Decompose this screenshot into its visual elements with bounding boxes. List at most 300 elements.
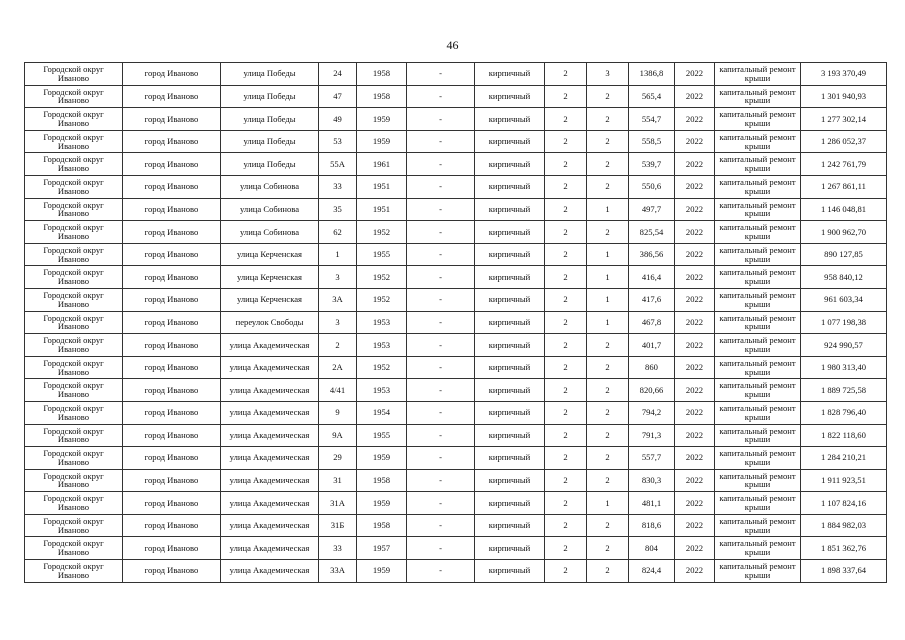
work-type-cell: капитальный ремонт крыши [715, 379, 801, 402]
wall-material-cell: кирпичный [475, 108, 545, 131]
plan-year-cell: 2022 [675, 379, 715, 402]
wall-material-cell: кирпичный [475, 175, 545, 198]
table-row [25, 153, 887, 176]
table-row [25, 311, 887, 334]
entrances-cell: 2 [587, 537, 629, 560]
floors-cell: 2 [545, 424, 587, 447]
district-cell: Городской округ Иваново [25, 401, 123, 424]
house-number-cell: 2А [319, 356, 357, 379]
work-type-cell: капитальный ремонт крыши [715, 266, 801, 289]
house-number-cell: 3А [319, 288, 357, 311]
house-number-cell: 9 [319, 401, 357, 424]
city-cell: город Иваново [123, 311, 221, 334]
house-number-cell: 47 [319, 85, 357, 108]
reconstruction-year-cell: - [407, 334, 475, 357]
street-cell: улица Академическая [221, 514, 319, 537]
entrances-cell: 2 [587, 85, 629, 108]
plan-year-cell: 2022 [675, 63, 715, 86]
district-cell: Городской округ Иваново [25, 469, 123, 492]
entrances-cell: 2 [587, 108, 629, 131]
plan-year-cell: 2022 [675, 424, 715, 447]
entrances-cell: 2 [587, 334, 629, 357]
area-cell: 1386,8 [629, 63, 675, 86]
reconstruction-year-cell: - [407, 401, 475, 424]
floors-cell: 2 [545, 334, 587, 357]
district-cell: Городской округ Иваново [25, 560, 123, 583]
city-cell: город Иваново [123, 288, 221, 311]
table-row [25, 243, 887, 266]
table-row [25, 288, 887, 311]
city-cell: город Иваново [123, 492, 221, 515]
table-row [25, 175, 887, 198]
district-cell: Городской округ Иваново [25, 85, 123, 108]
floors-cell: 2 [545, 198, 587, 221]
work-type-cell: капитальный ремонт крыши [715, 153, 801, 176]
area-cell: 386,56 [629, 243, 675, 266]
city-cell: город Иваново [123, 469, 221, 492]
house-number-cell: 1 [319, 243, 357, 266]
reconstruction-year-cell: - [407, 243, 475, 266]
area-cell: 417,6 [629, 288, 675, 311]
floors-cell: 2 [545, 447, 587, 470]
build-year-cell: 1959 [357, 130, 407, 153]
reconstruction-year-cell: - [407, 221, 475, 244]
work-type-cell: капитальный ремонт крыши [715, 447, 801, 470]
district-cell: Городской округ Иваново [25, 514, 123, 537]
street-cell: улица Академическая [221, 379, 319, 402]
street-cell: улица Академическая [221, 447, 319, 470]
city-cell: город Иваново [123, 85, 221, 108]
entrances-cell: 2 [587, 560, 629, 583]
build-year-cell: 1952 [357, 288, 407, 311]
build-year-cell: 1958 [357, 63, 407, 86]
entrances-cell: 2 [587, 401, 629, 424]
area-cell: 539,7 [629, 153, 675, 176]
table-row [25, 221, 887, 244]
wall-material-cell: кирпичный [475, 334, 545, 357]
table-row [25, 108, 887, 131]
cost-cell: 1 889 725,58 [801, 379, 887, 402]
wall-material-cell: кирпичный [475, 424, 545, 447]
area-cell: 550,6 [629, 175, 675, 198]
floors-cell: 2 [545, 401, 587, 424]
entrances-cell: 2 [587, 130, 629, 153]
area-cell: 481,1 [629, 492, 675, 515]
city-cell: город Иваново [123, 560, 221, 583]
plan-year-cell: 2022 [675, 243, 715, 266]
plan-year-cell: 2022 [675, 175, 715, 198]
area-cell: 794,2 [629, 401, 675, 424]
table-row [25, 266, 887, 289]
city-cell: город Иваново [123, 334, 221, 357]
floors-cell: 2 [545, 514, 587, 537]
entrances-cell: 3 [587, 63, 629, 86]
work-type-cell: капитальный ремонт крыши [715, 85, 801, 108]
cost-cell: 1 828 796,40 [801, 401, 887, 424]
reconstruction-year-cell: - [407, 356, 475, 379]
table-row [25, 447, 887, 470]
reconstruction-year-cell: - [407, 266, 475, 289]
cost-cell: 1 822 118,60 [801, 424, 887, 447]
city-cell: город Иваново [123, 175, 221, 198]
work-type-cell: капитальный ремонт крыши [715, 492, 801, 515]
floors-cell: 2 [545, 492, 587, 515]
city-cell: город Иваново [123, 221, 221, 244]
floors-cell: 2 [545, 560, 587, 583]
work-type-cell: капитальный ремонт крыши [715, 514, 801, 537]
cost-cell: 958 840,12 [801, 266, 887, 289]
wall-material-cell: кирпичный [475, 560, 545, 583]
area-cell: 401,7 [629, 334, 675, 357]
build-year-cell: 1959 [357, 447, 407, 470]
wall-material-cell: кирпичный [475, 85, 545, 108]
entrances-cell: 2 [587, 379, 629, 402]
city-cell: город Иваново [123, 243, 221, 266]
area-cell: 860 [629, 356, 675, 379]
wall-material-cell: кирпичный [475, 379, 545, 402]
plan-year-cell: 2022 [675, 108, 715, 131]
district-cell: Городской округ Иваново [25, 175, 123, 198]
reconstruction-year-cell: - [407, 537, 475, 560]
wall-material-cell: кирпичный [475, 537, 545, 560]
entrances-cell: 2 [587, 424, 629, 447]
district-cell: Городской округ Иваново [25, 379, 123, 402]
entrances-cell: 2 [587, 221, 629, 244]
build-year-cell: 1957 [357, 537, 407, 560]
cost-cell: 1 146 048,81 [801, 198, 887, 221]
house-number-cell: 35 [319, 198, 357, 221]
street-cell: улица Победы [221, 153, 319, 176]
build-year-cell: 1958 [357, 514, 407, 537]
street-cell: улица Керченская [221, 243, 319, 266]
work-type-cell: капитальный ремонт крыши [715, 198, 801, 221]
plan-year-cell: 2022 [675, 514, 715, 537]
entrances-cell: 1 [587, 198, 629, 221]
table-row [25, 130, 887, 153]
reconstruction-year-cell: - [407, 424, 475, 447]
plan-year-cell: 2022 [675, 560, 715, 583]
cost-cell: 1 242 761,79 [801, 153, 887, 176]
house-number-cell: 55А [319, 153, 357, 176]
cost-cell: 1 077 198,38 [801, 311, 887, 334]
entrances-cell: 2 [587, 153, 629, 176]
build-year-cell: 1951 [357, 198, 407, 221]
build-year-cell: 1955 [357, 424, 407, 447]
street-cell: улица Академическая [221, 424, 319, 447]
street-cell: улица Собинова [221, 175, 319, 198]
table-row [25, 560, 887, 583]
work-type-cell: капитальный ремонт крыши [715, 401, 801, 424]
entrances-cell: 2 [587, 175, 629, 198]
cost-cell: 1 980 313,40 [801, 356, 887, 379]
build-year-cell: 1954 [357, 401, 407, 424]
wall-material-cell: кирпичный [475, 356, 545, 379]
city-cell: город Иваново [123, 424, 221, 447]
work-type-cell: капитальный ремонт крыши [715, 243, 801, 266]
wall-material-cell: кирпичный [475, 153, 545, 176]
cost-cell: 1 898 337,64 [801, 560, 887, 583]
district-cell: Городской округ Иваново [25, 288, 123, 311]
table-row [25, 424, 887, 447]
street-cell: улица Академическая [221, 334, 319, 357]
plan-year-cell: 2022 [675, 85, 715, 108]
district-cell: Городской округ Иваново [25, 266, 123, 289]
plan-year-cell: 2022 [675, 537, 715, 560]
build-year-cell: 1959 [357, 492, 407, 515]
work-type-cell: капитальный ремонт крыши [715, 108, 801, 131]
reconstruction-year-cell: - [407, 514, 475, 537]
table-row [25, 85, 887, 108]
cost-cell: 1 851 362,76 [801, 537, 887, 560]
district-cell: Городской округ Иваново [25, 334, 123, 357]
cost-cell: 3 193 370,49 [801, 63, 887, 86]
floors-cell: 2 [545, 266, 587, 289]
floors-cell: 2 [545, 130, 587, 153]
area-cell: 825,54 [629, 221, 675, 244]
reconstruction-year-cell: - [407, 85, 475, 108]
street-cell: улица Академическая [221, 560, 319, 583]
district-cell: Городской округ Иваново [25, 492, 123, 515]
area-cell: 824,4 [629, 560, 675, 583]
house-number-cell: 33А [319, 560, 357, 583]
build-year-cell: 1959 [357, 108, 407, 131]
build-year-cell: 1953 [357, 311, 407, 334]
street-cell: улица Собинова [221, 198, 319, 221]
street-cell: переулок Свободы [221, 311, 319, 334]
work-type-cell: капитальный ремонт крыши [715, 424, 801, 447]
area-cell: 818,6 [629, 514, 675, 537]
house-number-cell: 4/41 [319, 379, 357, 402]
plan-year-cell: 2022 [675, 153, 715, 176]
area-cell: 557,7 [629, 447, 675, 470]
reconstruction-year-cell: - [407, 153, 475, 176]
street-cell: улица Академическая [221, 401, 319, 424]
floors-cell: 2 [545, 243, 587, 266]
reconstruction-year-cell: - [407, 560, 475, 583]
plan-year-cell: 2022 [675, 130, 715, 153]
plan-year-cell: 2022 [675, 198, 715, 221]
house-number-cell: 31 [319, 469, 357, 492]
table-row [25, 356, 887, 379]
reconstruction-year-cell: - [407, 492, 475, 515]
street-cell: улица Собинова [221, 221, 319, 244]
floors-cell: 2 [545, 153, 587, 176]
plan-year-cell: 2022 [675, 447, 715, 470]
work-type-cell: капитальный ремонт крыши [715, 334, 801, 357]
wall-material-cell: кирпичный [475, 130, 545, 153]
floors-cell: 2 [545, 469, 587, 492]
cost-cell: 1 277 302,14 [801, 108, 887, 131]
district-cell: Городской округ Иваново [25, 537, 123, 560]
street-cell: улица Победы [221, 108, 319, 131]
build-year-cell: 1951 [357, 175, 407, 198]
cost-cell: 890 127,85 [801, 243, 887, 266]
city-cell: город Иваново [123, 63, 221, 86]
build-year-cell: 1953 [357, 334, 407, 357]
area-cell: 830,3 [629, 469, 675, 492]
wall-material-cell: кирпичный [475, 243, 545, 266]
district-cell: Городской округ Иваново [25, 153, 123, 176]
house-number-cell: 3 [319, 311, 357, 334]
build-year-cell: 1959 [357, 560, 407, 583]
district-cell: Городской округ Иваново [25, 198, 123, 221]
city-cell: город Иваново [123, 198, 221, 221]
build-year-cell: 1958 [357, 85, 407, 108]
reconstruction-year-cell: - [407, 311, 475, 334]
plan-year-cell: 2022 [675, 401, 715, 424]
district-cell: Городской округ Иваново [25, 130, 123, 153]
work-type-cell: капитальный ремонт крыши [715, 537, 801, 560]
city-cell: город Иваново [123, 266, 221, 289]
street-cell: улица Академическая [221, 492, 319, 515]
entrances-cell: 1 [587, 311, 629, 334]
page-number: 46 [446, 38, 459, 52]
cost-cell: 1 267 861,11 [801, 175, 887, 198]
build-year-cell: 1958 [357, 469, 407, 492]
wall-material-cell: кирпичный [475, 469, 545, 492]
wall-material-cell: кирпичный [475, 288, 545, 311]
floors-cell: 2 [545, 356, 587, 379]
house-number-cell: 49 [319, 108, 357, 131]
house-number-cell: 31А [319, 492, 357, 515]
cost-cell: 1 911 923,51 [801, 469, 887, 492]
floors-cell: 2 [545, 108, 587, 131]
area-cell: 804 [629, 537, 675, 560]
table-body [25, 63, 887, 583]
street-cell: улица Керченская [221, 266, 319, 289]
reconstruction-year-cell: - [407, 175, 475, 198]
floors-cell: 2 [545, 63, 587, 86]
entrances-cell: 1 [587, 492, 629, 515]
work-type-cell: капитальный ремонт крыши [715, 311, 801, 334]
city-cell: город Иваново [123, 108, 221, 131]
build-year-cell: 1952 [357, 221, 407, 244]
street-cell: улица Академическая [221, 537, 319, 560]
reconstruction-year-cell: - [407, 447, 475, 470]
table-row [25, 198, 887, 221]
house-number-cell: 2 [319, 334, 357, 357]
wall-material-cell: кирпичный [475, 401, 545, 424]
table-row [25, 334, 887, 357]
house-number-cell: 62 [319, 221, 357, 244]
floors-cell: 2 [545, 288, 587, 311]
reconstruction-year-cell: - [407, 288, 475, 311]
plan-year-cell: 2022 [675, 492, 715, 515]
reconstruction-year-cell: - [407, 63, 475, 86]
table-row [25, 537, 887, 560]
wall-material-cell: кирпичный [475, 63, 545, 86]
city-cell: город Иваново [123, 537, 221, 560]
wall-material-cell: кирпичный [475, 221, 545, 244]
build-year-cell: 1952 [357, 356, 407, 379]
table-row [25, 514, 887, 537]
city-cell: город Иваново [123, 356, 221, 379]
area-cell: 467,8 [629, 311, 675, 334]
house-number-cell: 9А [319, 424, 357, 447]
floors-cell: 2 [545, 379, 587, 402]
street-cell: улица Победы [221, 85, 319, 108]
housing-registry-table [24, 62, 887, 583]
street-cell: улица Академическая [221, 469, 319, 492]
area-cell: 554,7 [629, 108, 675, 131]
city-cell: город Иваново [123, 401, 221, 424]
area-cell: 497,7 [629, 198, 675, 221]
work-type-cell: капитальный ремонт крыши [715, 130, 801, 153]
cost-cell: 1 284 210,21 [801, 447, 887, 470]
area-cell: 558,5 [629, 130, 675, 153]
house-number-cell: 53 [319, 130, 357, 153]
table-row [25, 379, 887, 402]
cost-cell: 1 884 982,03 [801, 514, 887, 537]
plan-year-cell: 2022 [675, 288, 715, 311]
wall-material-cell: кирпичный [475, 514, 545, 537]
house-number-cell: 29 [319, 447, 357, 470]
entrances-cell: 2 [587, 469, 629, 492]
cost-cell: 1 107 824,16 [801, 492, 887, 515]
house-number-cell: 31Б [319, 514, 357, 537]
house-number-cell: 24 [319, 63, 357, 86]
district-cell: Городской округ Иваново [25, 356, 123, 379]
work-type-cell: капитальный ремонт крыши [715, 221, 801, 244]
district-cell: Городской округ Иваново [25, 63, 123, 86]
area-cell: 791,3 [629, 424, 675, 447]
plan-year-cell: 2022 [675, 266, 715, 289]
entrances-cell: 1 [587, 266, 629, 289]
street-cell: улица Керченская [221, 288, 319, 311]
build-year-cell: 1955 [357, 243, 407, 266]
build-year-cell: 1952 [357, 266, 407, 289]
plan-year-cell: 2022 [675, 356, 715, 379]
work-type-cell: капитальный ремонт крыши [715, 356, 801, 379]
floors-cell: 2 [545, 221, 587, 244]
work-type-cell: капитальный ремонт крыши [715, 175, 801, 198]
cost-cell: 1 900 962,70 [801, 221, 887, 244]
floors-cell: 2 [545, 175, 587, 198]
district-cell: Городской округ Иваново [25, 424, 123, 447]
street-cell: улица Академическая [221, 356, 319, 379]
work-type-cell: капитальный ремонт крыши [715, 469, 801, 492]
table-row [25, 492, 887, 515]
floors-cell: 2 [545, 311, 587, 334]
table-row [25, 63, 887, 86]
build-year-cell: 1953 [357, 379, 407, 402]
entrances-cell: 1 [587, 243, 629, 266]
reconstruction-year-cell: - [407, 198, 475, 221]
entrances-cell: 1 [587, 288, 629, 311]
area-cell: 416,4 [629, 266, 675, 289]
street-cell: улица Победы [221, 130, 319, 153]
entrances-cell: 2 [587, 514, 629, 537]
table-row [25, 469, 887, 492]
city-cell: город Иваново [123, 153, 221, 176]
entrances-cell: 2 [587, 356, 629, 379]
cost-cell: 1 286 052,37 [801, 130, 887, 153]
entrances-cell: 2 [587, 447, 629, 470]
work-type-cell: капитальный ремонт крыши [715, 288, 801, 311]
district-cell: Городской округ Иваново [25, 108, 123, 131]
wall-material-cell: кирпичный [475, 447, 545, 470]
area-cell: 565,4 [629, 85, 675, 108]
district-cell: Городской округ Иваново [25, 311, 123, 334]
build-year-cell: 1961 [357, 153, 407, 176]
wall-material-cell: кирпичный [475, 198, 545, 221]
plan-year-cell: 2022 [675, 221, 715, 244]
district-cell: Городской округ Иваново [25, 447, 123, 470]
city-cell: город Иваново [123, 379, 221, 402]
wall-material-cell: кирпичный [475, 311, 545, 334]
street-cell: улица Победы [221, 63, 319, 86]
house-number-cell: 3 [319, 266, 357, 289]
